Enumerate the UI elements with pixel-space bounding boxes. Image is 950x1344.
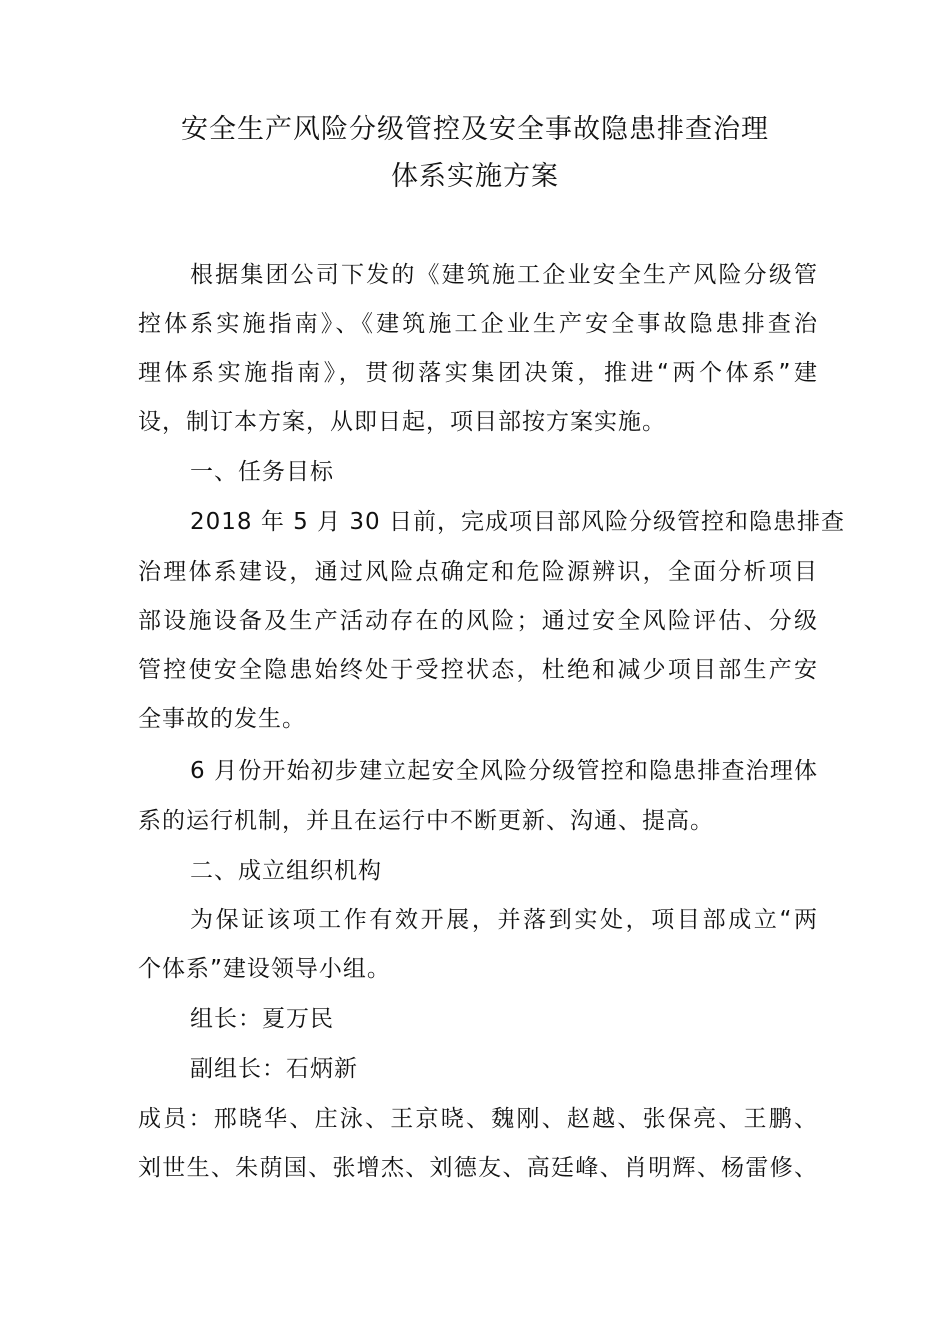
body-text-line: 部设施设备及生产活动存在的风险；通过安全风险评估、分级 xyxy=(138,608,818,634)
deputy-team-leader: 副组长：石炳新 xyxy=(190,1056,358,1082)
body-text-line: 控体系实施指南》、《建筑施工企业生产安全事故隐患排查治 xyxy=(138,311,818,337)
team-members-line: 成员：邢晓华、庄泳、王京晓、魏刚、赵越、张保亮、王鹏、 xyxy=(138,1106,818,1132)
body-text-line: 管控使安全隐患始终处于受控状态，杜绝和减少项目部生产安 xyxy=(138,657,818,683)
document-title-line-1: 安全生产风险分级管控及安全事故隐患排查治理 xyxy=(181,114,769,145)
body-text-line: 全事故的发生。 xyxy=(138,706,306,732)
body-text-line: 理体系实施指南》，贯彻落实集团决策，推进“两个体系”建 xyxy=(138,360,818,386)
team-leader: 组长：夏万民 xyxy=(190,1006,334,1032)
body-text-line: 个体系”建设领导小组。 xyxy=(138,956,391,982)
body-text-line: 根据集团公司下发的《建筑施工企业安全生产风险分级管 xyxy=(190,262,818,288)
body-text-line: 治理体系建设，通过风险点确定和危险源辨识，全面分析项目 xyxy=(138,559,818,585)
document-title-line-2: 体系实施方案 xyxy=(391,161,559,192)
body-text-line: 设，制订本方案，从即日起，项目部按方案实施。 xyxy=(138,409,666,435)
body-text-line: 系的运行机制，并且在运行中不断更新、沟通、提高。 xyxy=(138,808,714,834)
body-text-line: 2018 年 5 月 30 日前，完成项目部风险分级管控和隐患排查 xyxy=(190,509,845,535)
body-text-line: 6 月份开始初步建立起安全风险分级管控和隐患排查治理体 xyxy=(190,758,818,784)
section-heading-1: 一、任务目标 xyxy=(190,459,334,485)
body-text-line: 为保证该项工作有效开展，并落到实处，项目部成立“两 xyxy=(190,907,818,933)
team-members-line: 刘世生、朱荫国、张增杰、刘德友、高廷峰、肖明辉、杨雷修、 xyxy=(138,1155,818,1181)
section-heading-2: 二、成立组织机构 xyxy=(190,858,382,884)
